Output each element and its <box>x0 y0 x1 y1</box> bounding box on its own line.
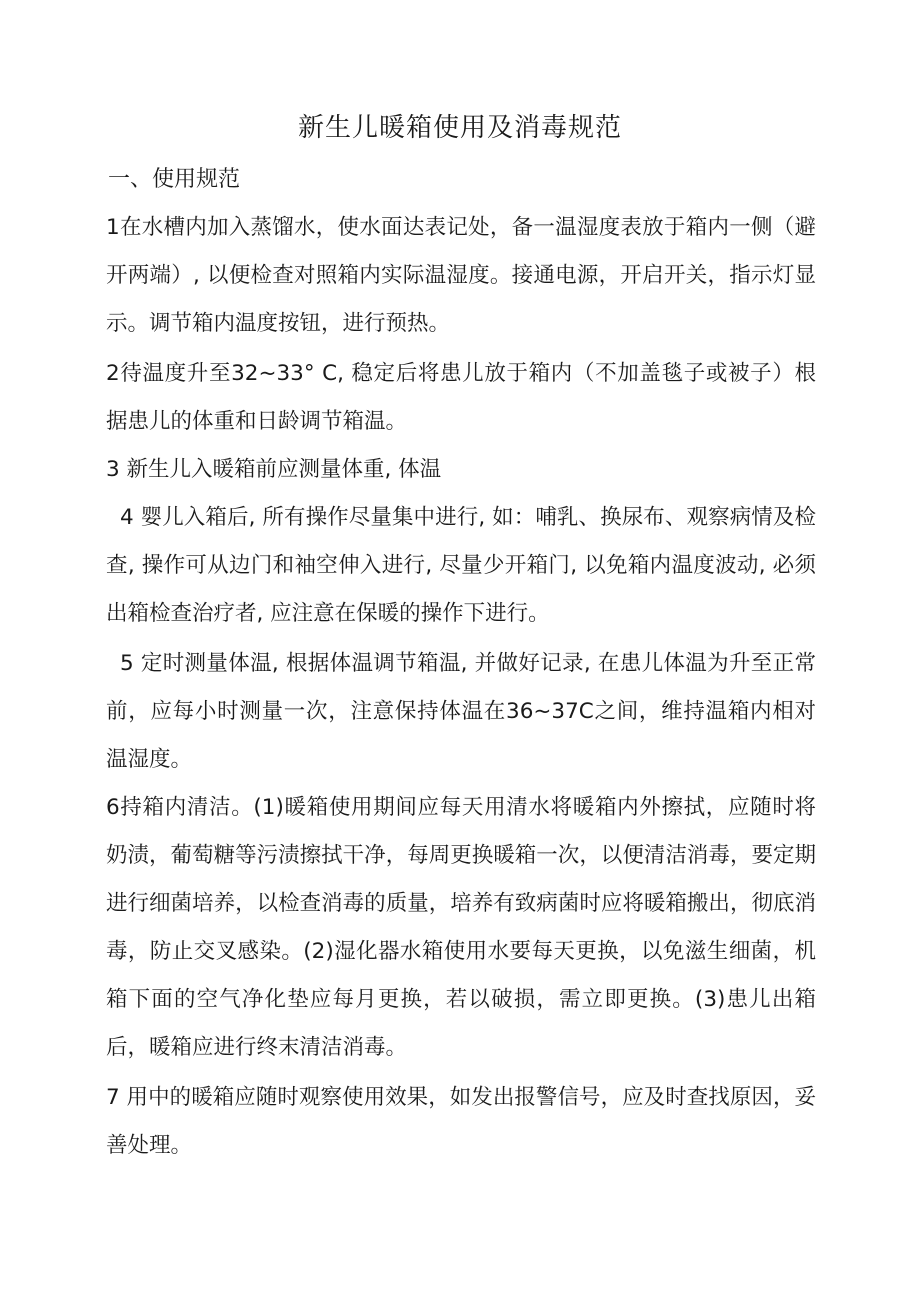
paragraph-4: 4 婴儿入箱后, 所有操作尽量集中进行, 如：哺乳、换尿布、观察病情及检查, 操作可从边门和袖空伸入进行, 尽量少开箱门, 以免箱内温度波动, 必须出箱检查治疗者, 应注意在保暖的操作下进行。 <box>106 505 816 626</box>
paragraph-2: 2待温度升至32~33° C, 稳定后将患儿放于箱内（不加盖毯子或被子）根据患儿的体重和日龄调节箱温。 <box>106 361 816 434</box>
section-heading: 一、使用规范 <box>108 167 241 192</box>
paragraph-7: 7 用中的暖箱应随时观察使用效果，如发出报警信号，应及时查找原因，妥善处理。 <box>106 1085 816 1158</box>
document-title: 新生儿暖箱使用及消毒规范 <box>297 113 622 143</box>
paragraph-3: 3 新生儿入暖箱前应测量体重, 体温 <box>106 457 442 482</box>
paragraph-1: 1在水槽内加入蒸馏水，使水面达表记处，备一温湿度表放于箱内一侧（避开两端）, 以便检查对照箱内实际温湿度。接通电源，开启开关，指示灯显示。调节箱内温度按钮，进行预热。 <box>106 215 816 336</box>
paragraph-6: 6持箱内清洁。(1)暖箱使用期间应每天用清水将暖箱内外擦拭，应随时将奶渍，葡萄糖等污渍擦拭干净，每周更换暖箱一次，以便清洁消毒，要定期进行细菌培养，以检查消毒的质量，培养有致病菌时应将暖箱搬出，彻底消毒，防止交叉感染。(2)湿化器水箱使用水要每天更换，以免滋生细菌，机箱下面的空气净化垫应每月更换，若以破损，需立即更换。(3)患儿出箱后，暖箱应进行终末清洁消毒。 <box>106 795 816 1060</box>
paragraph-5: 5 定时测量体温, 根据体温调节箱温, 并做好记录, 在患儿体温为升至正常前，应每小时测量一次，注意保持体温在36~37C之间，维持温箱内相对温湿度。 <box>106 651 816 772</box>
